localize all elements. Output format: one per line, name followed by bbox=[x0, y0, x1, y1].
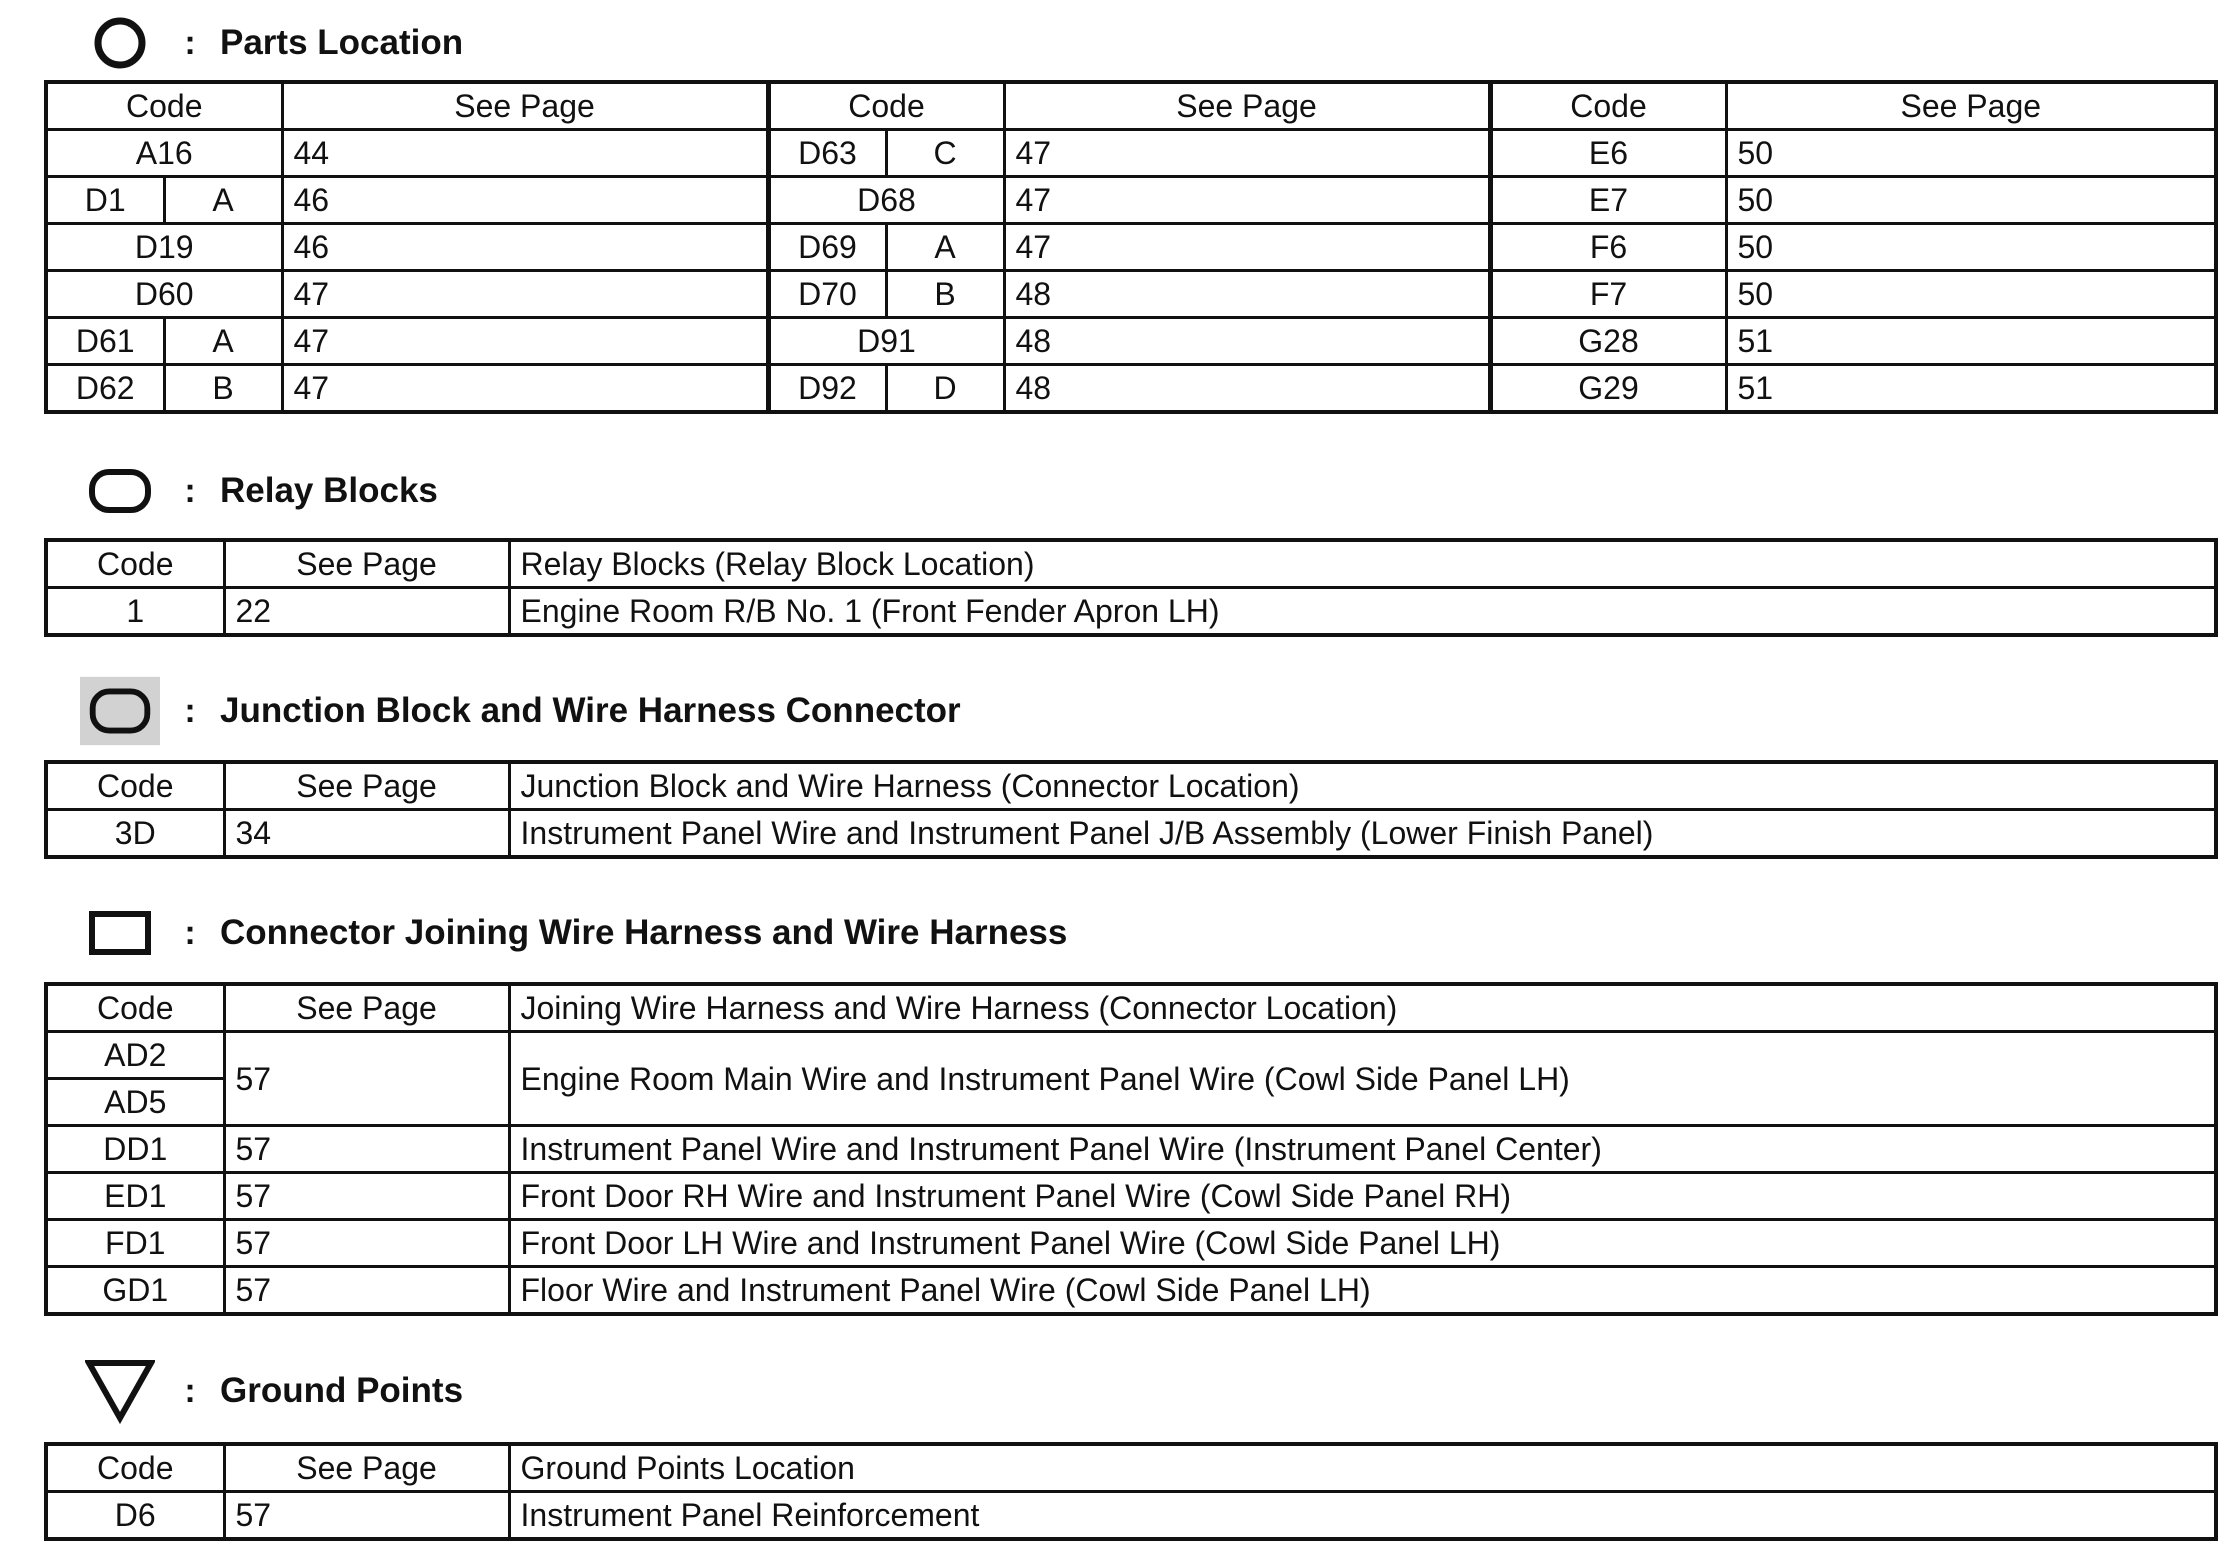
description-cell: Instrument Panel Reinforcement bbox=[509, 1492, 2216, 1540]
page-cell: 57 bbox=[224, 1220, 509, 1267]
page-cell: 48 bbox=[1004, 318, 1490, 365]
section-title: Ground Points bbox=[220, 1371, 464, 1410]
shaded-rounded-rect-icon bbox=[80, 676, 160, 746]
description-cell: Front Door RH Wire and Instrument Panel Wire (Cowl Side Panel RH) bbox=[509, 1173, 2216, 1220]
table-row bbox=[46, 588, 2216, 636]
code-cell: D62 bbox=[46, 365, 164, 413]
rounded-rect-icon bbox=[80, 456, 160, 526]
colon: : bbox=[184, 913, 196, 952]
sub-code-cell: B bbox=[886, 271, 1004, 318]
page-cell: 47 bbox=[1004, 130, 1490, 177]
page-cell: 48 bbox=[1004, 271, 1490, 318]
sub-code-cell: C bbox=[886, 130, 1004, 177]
table-header-row bbox=[46, 540, 2216, 588]
section-title: Junction Block and Wire Harness Connector bbox=[220, 691, 961, 730]
table-row bbox=[46, 224, 2216, 271]
header-see-page: See Page bbox=[224, 540, 509, 588]
header-code: Code bbox=[46, 984, 224, 1032]
rectangle-icon bbox=[80, 898, 160, 968]
code-cell: 3D bbox=[46, 810, 224, 858]
table-row bbox=[46, 1032, 2216, 1079]
header-description: Junction Block and Wire Harness (Connector Location) bbox=[509, 762, 2216, 810]
page-cell: 47 bbox=[282, 365, 768, 413]
ground-triangle-icon bbox=[80, 1356, 160, 1426]
page-cell: 57 bbox=[224, 1173, 509, 1220]
section-title: Parts Location bbox=[220, 23, 464, 62]
table-header-row bbox=[46, 1444, 2216, 1492]
table-row bbox=[46, 177, 2216, 224]
description-cell: Instrument Panel Wire and Instrument Panel Wire (Instrument Panel Center) bbox=[509, 1126, 2216, 1173]
code-cell: D61 bbox=[46, 318, 164, 365]
table-header-row bbox=[46, 984, 2216, 1032]
code-cell: ED1 bbox=[46, 1173, 224, 1220]
page-cell: 22 bbox=[224, 588, 509, 636]
sub-code-cell: B bbox=[164, 365, 282, 413]
header-code: Code bbox=[768, 82, 1004, 130]
junction-block-header bbox=[80, 676, 961, 746]
table-header-row bbox=[46, 762, 2216, 810]
page-cell: 47 bbox=[282, 271, 768, 318]
description-cell: Engine Room Main Wire and Instrument Panel Wire (Cowl Side Panel LH) bbox=[509, 1032, 2216, 1126]
ground-points-header bbox=[80, 1356, 463, 1426]
header-code: Code bbox=[46, 1444, 224, 1492]
header-description: Joining Wire Harness and Wire Harness (Connector Location) bbox=[509, 984, 2216, 1032]
table-row bbox=[46, 1126, 2216, 1173]
table-row bbox=[46, 810, 2216, 858]
table-header-row bbox=[46, 82, 2216, 130]
colon: : bbox=[184, 23, 196, 62]
relay-blocks-header bbox=[80, 456, 438, 526]
section-title: Relay Blocks bbox=[220, 471, 438, 510]
code-cell: D19 bbox=[46, 224, 282, 271]
sub-code-cell: A bbox=[164, 318, 282, 365]
page-cell: 34 bbox=[224, 810, 509, 858]
table-row bbox=[46, 271, 2216, 318]
code-cell: G28 bbox=[1490, 318, 1726, 365]
page-cell: 47 bbox=[1004, 177, 1490, 224]
ground-points-table bbox=[44, 1442, 2218, 1541]
header-description: Relay Blocks (Relay Block Location) bbox=[509, 540, 2216, 588]
parts-location-header bbox=[80, 8, 463, 78]
section-title: Connector Joining Wire Harness and Wire Harness bbox=[220, 913, 1068, 952]
description-cell: Front Door LH Wire and Instrument Panel Wire (Cowl Side Panel LH) bbox=[509, 1220, 2216, 1267]
code-cell: D69 bbox=[768, 224, 886, 271]
page-cell: 50 bbox=[1726, 177, 2216, 224]
header-code: Code bbox=[1490, 82, 1726, 130]
table-row bbox=[46, 318, 2216, 365]
page-cell: 50 bbox=[1726, 271, 2216, 318]
table-row bbox=[46, 1267, 2216, 1315]
page-cell: 50 bbox=[1726, 224, 2216, 271]
code-cell: F6 bbox=[1490, 224, 1726, 271]
code-cell: D70 bbox=[768, 271, 886, 318]
header-see-page: See Page bbox=[224, 1444, 509, 1492]
code-cell: D6 bbox=[46, 1492, 224, 1540]
page-cell: 48 bbox=[1004, 365, 1490, 413]
header-see-page: See Page bbox=[224, 984, 509, 1032]
page-cell: 46 bbox=[282, 177, 768, 224]
colon: : bbox=[184, 1371, 196, 1410]
description-cell: Instrument Panel Wire and Instrument Panel J/B Assembly (Lower Finish Panel) bbox=[509, 810, 2216, 858]
table-row bbox=[46, 1492, 2216, 1540]
table-row bbox=[46, 365, 2216, 413]
code-cell: A16 bbox=[46, 130, 282, 177]
header-code: Code bbox=[46, 82, 282, 130]
code-cell: GD1 bbox=[46, 1267, 224, 1315]
header-code: Code bbox=[46, 540, 224, 588]
page-cell: 57 bbox=[224, 1126, 509, 1173]
page-cell: 47 bbox=[282, 318, 768, 365]
page-cell: 57 bbox=[224, 1032, 509, 1126]
page-cell: 51 bbox=[1726, 365, 2216, 413]
connector-joining-header bbox=[80, 898, 1067, 968]
code-cell: D63 bbox=[768, 130, 886, 177]
page-cell: 50 bbox=[1726, 130, 2216, 177]
code-cell: D1 bbox=[46, 177, 164, 224]
page-cell: 44 bbox=[282, 130, 768, 177]
page-cell: 57 bbox=[224, 1492, 509, 1540]
colon: : bbox=[184, 691, 196, 730]
code-cell: DD1 bbox=[46, 1126, 224, 1173]
page-cell: 57 bbox=[224, 1267, 509, 1315]
code-cell: F7 bbox=[1490, 271, 1726, 318]
header-description: Ground Points Location bbox=[509, 1444, 2216, 1492]
table-row bbox=[46, 1173, 2216, 1220]
sub-code-cell: A bbox=[164, 177, 282, 224]
page-cell: 47 bbox=[1004, 224, 1490, 271]
code-cell: G29 bbox=[1490, 365, 1726, 413]
relay-blocks-table bbox=[44, 538, 2218, 637]
code-cell: E7 bbox=[1490, 177, 1726, 224]
code-cell: D91 bbox=[768, 318, 1004, 365]
table-row bbox=[46, 130, 2216, 177]
header-see-page: See Page bbox=[224, 762, 509, 810]
code-cell: AD2 bbox=[46, 1032, 224, 1079]
page-cell: 51 bbox=[1726, 318, 2216, 365]
header-see-page: See Page bbox=[1004, 82, 1490, 130]
colon: : bbox=[184, 471, 196, 510]
header-see-page: See Page bbox=[1726, 82, 2216, 130]
sub-code-cell: A bbox=[886, 224, 1004, 271]
code-cell: D92 bbox=[768, 365, 886, 413]
parts-location-table bbox=[44, 80, 2218, 414]
description-cell: Engine Room R/B No. 1 (Front Fender Apron LH) bbox=[509, 588, 2216, 636]
connector-joining-table bbox=[44, 982, 2218, 1316]
code-cell: E6 bbox=[1490, 130, 1726, 177]
description-cell: Floor Wire and Instrument Panel Wire (Cowl Side Panel LH) bbox=[509, 1267, 2216, 1315]
header-code: Code bbox=[46, 762, 224, 810]
sub-code-cell: D bbox=[886, 365, 1004, 413]
code-cell: D60 bbox=[46, 271, 282, 318]
code-cell: 1 bbox=[46, 588, 224, 636]
header-see-page: See Page bbox=[282, 82, 768, 130]
circle-icon bbox=[80, 8, 160, 78]
junction-block-table bbox=[44, 760, 2218, 859]
page-cell: 46 bbox=[282, 224, 768, 271]
code-cell: AD5 bbox=[46, 1079, 224, 1126]
code-cell: D68 bbox=[768, 177, 1004, 224]
table-row bbox=[46, 1220, 2216, 1267]
code-cell: FD1 bbox=[46, 1220, 224, 1267]
